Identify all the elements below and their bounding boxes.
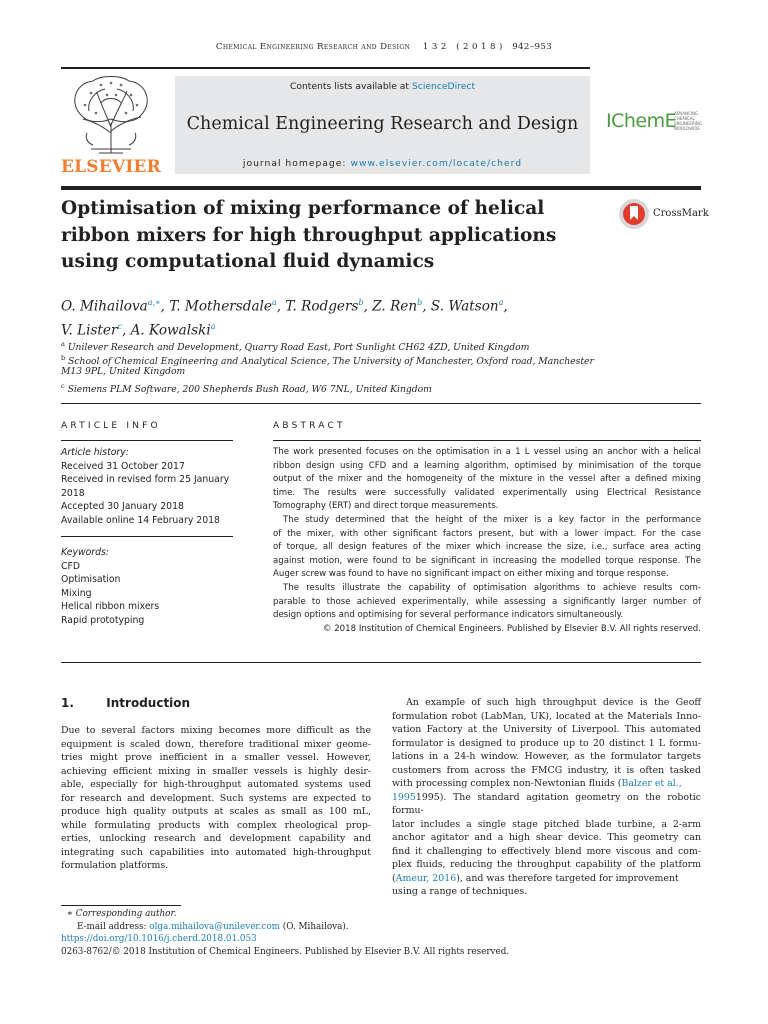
body-line xyxy=(392,777,701,791)
abstract-line: output of the mixer and the homogeneity of the mixture in the vessel after a defined mixing xyxy=(273,474,701,485)
keyword: Mixing xyxy=(61,587,92,599)
author-name[interactable]: T. Mothersdale xyxy=(169,298,272,315)
section-title: Introduction xyxy=(106,696,191,710)
body-line: lations in a 24-h window. However, as the formulator targets xyxy=(392,751,701,762)
affiliation-mark: c xyxy=(61,382,65,390)
citation-link[interactable]: Balzer et al., xyxy=(621,778,682,789)
header-bottom-rule xyxy=(61,186,701,190)
author-name[interactable]: A. Kowalski xyxy=(130,322,211,339)
affiliation xyxy=(61,379,621,397)
body-line: plex fluids, reducing the throughput capability of the platform xyxy=(392,859,701,870)
author-separator: , xyxy=(422,298,431,315)
affiliation-text: Siemens PLM Software, 200 Shepherds Bush Road, W6 7NL, United Kingdom xyxy=(67,384,432,396)
homepage-prefix: journal homepage: xyxy=(242,158,351,169)
author-name[interactable]: V. Lister xyxy=(61,322,118,339)
body-line: for research and development. Such systems are expected to xyxy=(61,792,371,804)
abstract-line: The work presented focuses on the optimisation in a 1 L vessel using an anchor with a helical xyxy=(273,447,701,457)
author-name[interactable]: S. Watson xyxy=(430,298,499,315)
crossmark-icon xyxy=(618,198,650,230)
journal-homepage-line xyxy=(175,158,590,169)
body-text: 1995). The standard agitation geometry on the robotic formu- xyxy=(392,791,701,816)
article-title-line: ribbon mixers for high throughput applications xyxy=(61,224,557,246)
abstract-line: of the mixer, with other significant factors present, but with a lower impact. For the case xyxy=(273,528,701,539)
body-text: ), and was therefore targeted for improvement xyxy=(456,872,679,884)
history-item: 2018 xyxy=(61,487,85,499)
elsevier-wordmark: ELSEVIER xyxy=(61,157,161,177)
author-marks: a xyxy=(271,298,277,307)
history-item: Received in revised form 25 January xyxy=(61,474,230,486)
affiliation-text: Unilever Research and Development, Quarry Road East, Port Sunlight CH62 4ZD, United Kingdom xyxy=(67,342,530,354)
icheme-tagline xyxy=(674,111,702,131)
email-tail: (O. Mihailova). xyxy=(280,921,349,932)
author-list xyxy=(61,293,621,341)
abstract-line: parable to those achieved experimentally, while assessing a significantly larger number of xyxy=(273,596,701,607)
body-line: able, especially for high-throughput automated systems used xyxy=(61,779,371,790)
running-head-year: ( 2 0 1 8 ) xyxy=(456,42,503,52)
icheme-tagline-line: CHEMICAL xyxy=(674,116,695,121)
author-marks: b xyxy=(358,298,364,307)
body-line: anchor agitator and a high shear device. This geometry can xyxy=(392,832,701,843)
affiliation-text: M13 9PL, United Kingdom xyxy=(61,366,186,377)
body-line: erties, unlocking research and development capability and xyxy=(61,833,371,844)
intro-left-column xyxy=(61,724,371,873)
contents-prefix: Contents lists available at xyxy=(289,81,412,92)
body-line xyxy=(392,791,701,818)
body-text: ( xyxy=(392,872,396,884)
doi-link[interactable]: https://doi.org/10.1016/j.cherd.2018.01.053 xyxy=(61,934,257,944)
body-line: lator includes a single stage pitched blade turbine, a 2-arm xyxy=(392,818,701,830)
body-line: achieving efficient mixing in smaller vessels is highly desir- xyxy=(61,765,371,777)
email-note xyxy=(61,921,701,934)
author-marks: a,∗ xyxy=(147,298,161,307)
history-label: Article history: xyxy=(61,447,129,458)
history-item: Received 31 October 2017 xyxy=(61,460,185,472)
abstract-line: The results illustrate the capability of optimisation algorithms to achieve results com- xyxy=(283,582,701,593)
abstract-bottom-rule xyxy=(61,662,701,663)
article-title-line: using computational fluid dynamics xyxy=(61,251,435,272)
front-matter-rule xyxy=(61,403,701,404)
keyword: CFD xyxy=(61,560,80,572)
header-top-rule xyxy=(61,67,590,69)
abstract-line: Tomography (ERT) and direct torque measurements. xyxy=(273,501,499,512)
email-link[interactable]: olga.mihailova@unilever.com xyxy=(149,921,281,932)
abstract-line: ribbon design using CFD and a learning algorithm, optimised by minimisation of the torque xyxy=(273,460,701,471)
body-line: formulator is designed to produce up to 20 distinct 1 L formu- xyxy=(392,737,701,749)
journal-homepage-link[interactable]: www.elsevier.com/locate/cherd xyxy=(350,158,523,169)
author-name[interactable]: T. Rodgers xyxy=(285,298,359,315)
author-name[interactable]: Z. Ren xyxy=(372,298,418,315)
author-marks: a xyxy=(210,322,216,332)
body-line: while formulating products with complex rheological prop- xyxy=(61,819,371,831)
abstract-rule xyxy=(273,440,701,441)
author-marks: a xyxy=(498,298,504,307)
running-head xyxy=(0,42,768,52)
abstract-line: design options and optimising for several performance indicators simultaneously. xyxy=(273,610,624,621)
keywords-rule xyxy=(61,536,233,537)
body-line: formulation platforms. xyxy=(61,860,169,871)
running-head-pages: 942–953 xyxy=(512,42,553,52)
body-line: vation Factory at the University of Liverpool. This automated xyxy=(392,724,701,735)
corresponding-label: Corresponding author. xyxy=(75,909,177,919)
affiliation-mark: a xyxy=(61,340,65,348)
keywords xyxy=(61,546,236,628)
abstract-body xyxy=(273,446,701,636)
affiliation-continuation xyxy=(61,365,621,379)
intro-right-column xyxy=(392,696,701,899)
abstract-copyright: © 2018 Institution of Chemical Engineers. Published by Elsevier B.V. All rights reserved. xyxy=(322,623,701,634)
section-heading-introduction xyxy=(61,696,190,710)
copyright-line: 0263-8762/© 2018 Institution of Chemical Engineers. Published by Elsevier B.V. All rights reserved. xyxy=(61,946,510,957)
abstract-line: against motion, were found to be significant in increasing the modelled torque response. The xyxy=(273,555,701,566)
crossmark-label: CrossMark xyxy=(653,208,709,219)
crossmark-badge[interactable] xyxy=(618,198,708,230)
body-line: Due to several factors mixing becomes more difficult as the xyxy=(61,725,371,736)
author-separator: , xyxy=(160,298,170,315)
contents-line xyxy=(175,81,590,92)
author-separator: , xyxy=(121,322,131,339)
author-marks: c xyxy=(117,322,122,332)
author-line xyxy=(61,293,621,317)
email-label: E-mail address: xyxy=(77,921,150,932)
body-line: find it challenging to effectively blend more viscous and com- xyxy=(392,845,701,857)
abstract-line: The study determined that the height of the mixer is a key factor in the performance xyxy=(283,514,701,525)
article-info-rule xyxy=(61,440,233,441)
author-separator: , xyxy=(276,298,286,315)
abstract-line: of torque, all design features of the mixer which increase the size, i.e., surface area acting xyxy=(273,542,701,553)
body-text: with processing complex non-Newtonian fluids ( xyxy=(392,778,622,789)
keyword: Rapid prototyping xyxy=(61,614,145,626)
keyword: Helical ribbon mixers xyxy=(61,601,160,613)
keywords-label: Keywords: xyxy=(61,547,109,558)
icheme-logo xyxy=(606,108,706,134)
body-line xyxy=(392,872,701,886)
citation-link[interactable]: Ameur, 2016 xyxy=(395,872,457,884)
author-marks: b xyxy=(417,298,423,307)
affiliation-mark: b xyxy=(61,354,66,362)
footnote-star: ∗ xyxy=(67,909,76,919)
icheme-tagline-line: ADVANCING xyxy=(674,111,699,116)
article-title-line: Optimisation of mixing performance of helical xyxy=(61,198,545,219)
sciencedirect-link[interactable]: ScienceDirect xyxy=(411,81,476,92)
abstract-line: time. The results were successfully validated experimentally using Electrical Resistance xyxy=(273,487,701,498)
author-name[interactable]: O. Mihailova xyxy=(61,298,148,315)
body-line: tries might prove inefficient in a smaller vessel. However, xyxy=(61,752,371,763)
body-line: integrating such capabilities into automated high-throughput xyxy=(61,846,371,858)
body-line: An example of such high throughput device is the Geoff xyxy=(406,697,701,708)
running-head-volume: 1 3 2 xyxy=(422,42,447,52)
author-separator: , xyxy=(503,298,508,315)
body-line: customers from across the FMCG industry, it is often tasked xyxy=(392,764,701,776)
corresponding-author-note xyxy=(61,908,701,921)
running-head-journal: Chemical Engineering Research and Design xyxy=(215,42,411,52)
affiliation-text: School of Chemical Engineering and Analytical Science, The University of Manchester, Oxford road, Manchester xyxy=(68,356,594,368)
body-line: using a range of techniques. xyxy=(392,886,528,897)
icheme-wordmark: IChemE xyxy=(606,110,677,132)
article-info-heading: ARTICLE INFO xyxy=(61,421,161,431)
author-separator: , xyxy=(363,298,373,315)
article-history xyxy=(61,446,236,528)
footnote-rule xyxy=(61,905,181,906)
icheme-tagline-line: ENGINEERING xyxy=(674,121,702,126)
body-line: equipment is scaled down, therefore traditional mixer geome- xyxy=(61,738,371,750)
article-title xyxy=(61,196,601,276)
body-line: produce high quality outputs at scales as small as 100 mL, xyxy=(61,806,371,817)
citation-link[interactable]: 1995 xyxy=(392,791,416,803)
icheme-tagline-line: WORLDWIDE xyxy=(674,126,700,131)
footnotes xyxy=(61,908,701,958)
abstract-line: Auger screw was found to have no significant impact on either mixing and torque response. xyxy=(273,569,669,580)
section-number: 1. xyxy=(61,696,74,710)
body-line: formulation robot (LabMan, UK), located at the Materials Inno- xyxy=(392,710,701,722)
journal-title: Chemical Engineering Research and Design xyxy=(186,114,579,134)
abstract-heading: ABSTRACT xyxy=(273,421,346,431)
keyword: Optimisation xyxy=(61,574,121,586)
history-item: Available online 14 February 2018 xyxy=(61,514,220,526)
history-item: Accepted 30 January 2018 xyxy=(61,501,184,513)
